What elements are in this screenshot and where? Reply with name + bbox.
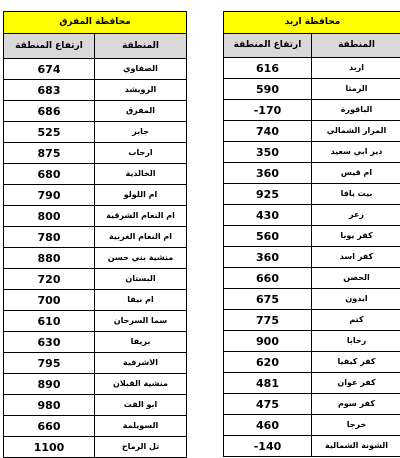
table-title-row (4, 12, 187, 34)
table-row (4, 164, 187, 185)
irbid-table (223, 11, 400, 457)
elevation-cell: 686 (4, 101, 95, 122)
elevation-cell: 460 (224, 415, 312, 436)
area-name-cell: سما السرحان (95, 311, 187, 332)
area-name-cell: بيت يافا (312, 184, 400, 205)
area-name-cell: رحابا (312, 331, 400, 352)
elevation-cell: 660 (224, 268, 312, 289)
elevation-cell: 590 (224, 79, 312, 100)
area-name-cell: دير ابي سعيد (312, 142, 400, 163)
area-name-cell: ام النعام الشرقية (95, 206, 187, 227)
elevation-cell: 616 (224, 58, 312, 79)
area-name-cell: منشية القبلان (95, 374, 187, 395)
elevation-cell: 800 (4, 206, 95, 227)
elevation-cell: 475 (224, 394, 312, 415)
table-row (224, 58, 400, 79)
elevation-cell: 720 (4, 269, 95, 290)
elevation-cell: 740 (224, 121, 312, 142)
elevation-cell: 560 (224, 226, 312, 247)
mafraq-table-body (4, 59, 187, 458)
area-name-cell: جابر (95, 122, 187, 143)
elevation-cell: 675 (224, 289, 312, 310)
table-row (224, 247, 400, 268)
elevation-cell: 880 (4, 248, 95, 269)
table-row (4, 227, 187, 248)
table-row (224, 415, 400, 436)
table-row (4, 101, 187, 122)
elevation-cell: 925 (224, 184, 312, 205)
table-row (224, 163, 400, 184)
area-name-cell: ايدون (312, 289, 400, 310)
table-row (4, 143, 187, 164)
elevation-cell: 481 (224, 373, 312, 394)
table-row (4, 395, 187, 416)
table-row (4, 374, 187, 395)
area-name-cell: المفرق (95, 101, 187, 122)
elevation-cell: 1100 (4, 437, 95, 458)
elevation-cell: 620 (224, 352, 312, 373)
elevation-cell: 674 (4, 59, 95, 80)
elevation-column-header: ارتفاع المنطقة (224, 34, 312, 58)
elevation-cell: 350 (224, 142, 312, 163)
elevation-cell: 780 (4, 227, 95, 248)
elevation-cell: 680 (4, 164, 95, 185)
area-name-cell: الاشرفية (95, 353, 187, 374)
area-name-cell: الحصن (312, 268, 400, 289)
area-name-cell: كفر اسد (312, 247, 400, 268)
area-name-cell: الباقورة (312, 100, 400, 121)
area-name-cell: تل الرماح (95, 437, 187, 458)
elevation-cell: 430 (224, 205, 312, 226)
table-row (224, 205, 400, 226)
elevation-cell: -170 (224, 100, 312, 121)
area-name-cell: الشونة الشمالية (312, 436, 400, 457)
table-row (4, 248, 187, 269)
area-name-cell: الرويشد (95, 80, 187, 101)
area-name-cell: اربد (312, 58, 400, 79)
elevation-cell: 610 (4, 311, 95, 332)
table-row (4, 311, 187, 332)
area-name-cell: ام النعام الغربية (95, 227, 187, 248)
area-name-cell: زعر (312, 205, 400, 226)
area-name-cell: الصفاوي (95, 59, 187, 80)
irbid-table-body (224, 58, 400, 457)
elevation-cell: 360 (224, 163, 312, 184)
area-name-cell: ارحاب (95, 143, 187, 164)
elevation-cell: 660 (4, 416, 95, 437)
table-row (4, 332, 187, 353)
table-row (224, 373, 400, 394)
elevation-cell: -140 (224, 436, 312, 457)
table-row (224, 310, 400, 331)
area-name-cell: المزار الشمالي (312, 121, 400, 142)
area-name-cell: الرمثا (312, 79, 400, 100)
table-row (4, 353, 187, 374)
table-row (4, 122, 187, 143)
table-row (224, 226, 400, 247)
table-row (224, 100, 400, 121)
table-title-row (224, 12, 400, 34)
table-row (224, 268, 400, 289)
table-header-row (224, 34, 400, 58)
elevation-cell: 900 (224, 331, 312, 352)
elevation-cell: 525 (4, 122, 95, 143)
area-name-cell: ابو الفت (95, 395, 187, 416)
table-row (224, 394, 400, 415)
elevation-cell: 630 (4, 332, 95, 353)
table-title: محافظة المفرق (4, 12, 187, 34)
table-row (224, 79, 400, 100)
table-row (224, 142, 400, 163)
table-row (4, 290, 187, 311)
table-row (4, 416, 187, 437)
area-column-header: المنطقة (95, 34, 187, 59)
elevation-cell: 790 (4, 185, 95, 206)
table-row (224, 121, 400, 142)
elevation-cell: 683 (4, 80, 95, 101)
area-column-header: المنطقة (312, 34, 400, 58)
area-name-cell: كفر سوم (312, 394, 400, 415)
table-row (224, 184, 400, 205)
table-row (4, 269, 187, 290)
table-row (4, 437, 187, 458)
elevation-cell: 795 (4, 353, 95, 374)
table-row (224, 352, 400, 373)
table-header-row (4, 34, 187, 59)
area-name-cell: كفر عوان (312, 373, 400, 394)
area-name-cell: السويلمة (95, 416, 187, 437)
table-title: محافظة اربد (224, 12, 400, 34)
area-name-cell: كفر يوبا (312, 226, 400, 247)
elevation-cell: 360 (224, 247, 312, 268)
elevation-cell: 700 (4, 290, 95, 311)
elevation-cell: 875 (4, 143, 95, 164)
elevation-column-header: ارتفاع المنطقة (4, 34, 95, 59)
area-name-cell: كتم (312, 310, 400, 331)
table-row (224, 289, 400, 310)
area-name-cell: ام اللولو (95, 185, 187, 206)
area-name-cell: منشية بني حسن (95, 248, 187, 269)
table-row (4, 206, 187, 227)
table-row (4, 80, 187, 101)
elevation-cell: 980 (4, 395, 95, 416)
elevation-cell: 890 (4, 374, 95, 395)
area-name-cell: كفر كيفيا (312, 352, 400, 373)
area-name-cell: البستان (95, 269, 187, 290)
table-row (224, 436, 400, 457)
table-row (224, 331, 400, 352)
area-name-cell: بريقا (95, 332, 187, 353)
mafraq-table (3, 11, 187, 458)
elevation-cell: 775 (224, 310, 312, 331)
area-name-cell: ام نيفا (95, 290, 187, 311)
table-row (4, 59, 187, 80)
area-name-cell: الخالدية (95, 164, 187, 185)
table-row (4, 185, 187, 206)
area-name-cell: ام قيس (312, 163, 400, 184)
area-name-cell: خرجا (312, 415, 400, 436)
